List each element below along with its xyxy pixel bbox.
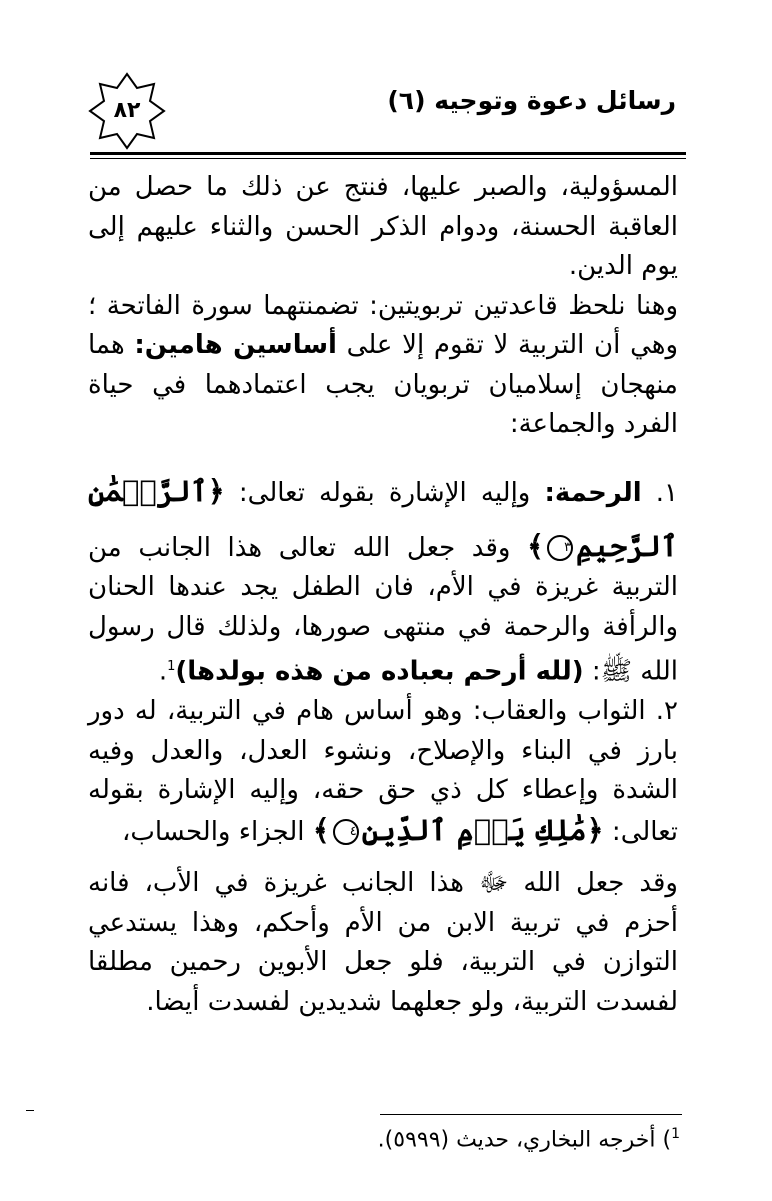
footnote-text: ) أخرجه البخاري، حديث (٥٩٩٩). [377, 1127, 672, 1153]
reward-text-a: ٢. الثواب والعقاب: وهو أساس هام في التربية، له دور بارز في البناء والإصلاح، ونشوء العدل، والعدل وفيه الشدة وإعطاء كل ذي حق حقه، وإليه الإشارة بقوله تعالى: [88, 696, 678, 847]
quran-close-bracket: ﴾ [527, 528, 545, 563]
reward-text-b: الجزاء والحساب، [122, 816, 313, 847]
quran-open-bracket: ﴿ [586, 812, 604, 847]
mercy-number: ١. [641, 477, 678, 508]
page-number: ٨٢ [113, 98, 141, 123]
quran-verse-mercy: ٱلرَّحۡمَٰنِ ٱلرَّحِيمِ [88, 473, 678, 563]
mercy-heading: الرحمة: [544, 477, 642, 508]
page-body [88, 168, 678, 1022]
mercy-text-a: وإليه الإشارة بقوله تعالى: [224, 477, 545, 508]
quran-verse-judgment: مَٰلِكِ يَوۡمِ ٱلدِّينِ [361, 812, 587, 847]
bold-phrase-two-foundations: أساسين هامين: [134, 330, 337, 360]
header-rule-thin [90, 158, 686, 159]
quran-close-bracket: ﴾ [312, 812, 330, 847]
mercy-text-end: . [158, 656, 168, 687]
header-rule-thick [90, 152, 686, 155]
footnote-number: 1 [671, 1126, 680, 1142]
paragraph-reward [88, 692, 678, 852]
page-number-badge [88, 72, 166, 150]
paragraph-2-text-a: وهنا نلحظ قاعدتين تربويتين: تضمنتهما سورة الفاتحة ؛ وهي أن التربية لا تقوم إلا على [88, 290, 679, 360]
footnote [378, 1126, 680, 1152]
hadith-quote: (لله أرحم بعباده من هذه بولدها) [175, 656, 584, 687]
margin-mark [26, 1110, 34, 1111]
paragraph-2 [88, 287, 678, 445]
verse-number-mark: ٤ [333, 819, 359, 845]
quran-open-bracket: ﴿ [207, 473, 225, 508]
paragraph-1: المسؤولية، والصبر عليها، فنتج عن ذلك ما حصل من العاقبة الحسنة، ودوام الذكر الحسن والثناء عليهم إلى يوم الدين. [88, 172, 678, 281]
paragraph-father: وقد جعل الله ﷻ هذا الجانب غريزة في الأب، فانه أحزم في تربية الابن من الأم وأحكم، وهذا يستدعي التوازن في التربية، فلو جعل الأبوين رحمين مطلقا لفسدت التربية، ولو جعلهما شديدين لفسدت أيضا. [88, 868, 678, 1017]
mercy-text-b: وقد جعل الله تعالى هذا الجانب من التربية غريزة في الأم، فان الطفل يجد عندها الحنان والرأفة والرحمة في منتهى صورها، ولذلك قال رسول الله ﷺ: [88, 532, 678, 687]
footnote-reference: 1 [167, 659, 176, 674]
verse-number-mark: ٣ [547, 535, 573, 561]
running-header-title: رسائل دعوة وتوجيه (٦) [387, 86, 676, 115]
paragraph-2-text-b: هما منهجان إسلاميان تربويان يجب اعتمادهما في حياة الفرد والجماعة: [88, 330, 678, 439]
paragraph-mercy [88, 459, 678, 693]
footnote-separator [380, 1114, 682, 1115]
